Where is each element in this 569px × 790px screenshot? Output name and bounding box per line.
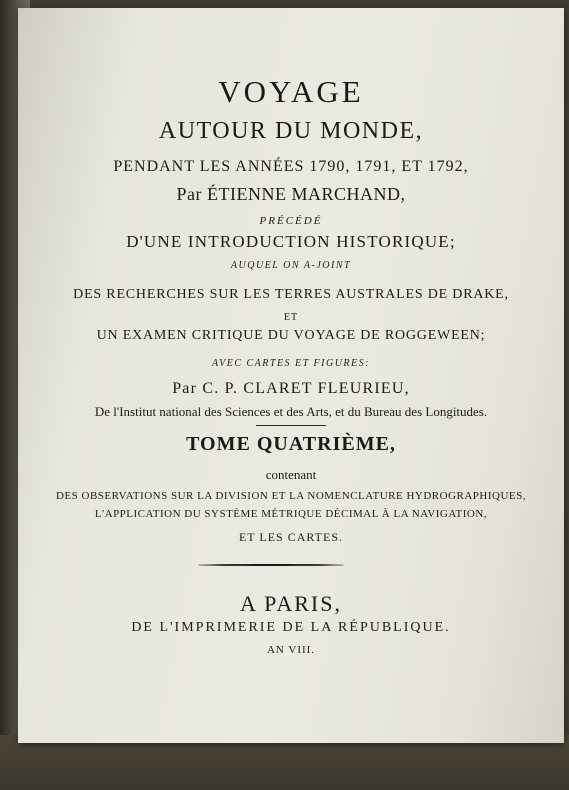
content-line-1: DES OBSERVATIONS SUR LA DIVISION ET LA NOMENCLATURE HYDROGRAPHIQUES, xyxy=(56,490,526,502)
content-line-2: L'APPLICATION DU SYSTÈME MÉTRIQUE DÉCIMAL À LA NAVIGATION, xyxy=(94,508,488,520)
divider-rule xyxy=(256,425,326,426)
ornamental-rule xyxy=(198,564,344,566)
book-subtitle: AUTOUR DU MONDE, xyxy=(158,118,424,144)
volume-title: TOME QUATRIÈME, xyxy=(186,433,396,455)
city-line: A PARIS, xyxy=(239,591,342,616)
introduction-line: D'UNE INTRODUCTION HISTORIQUE; xyxy=(126,232,456,251)
book-title: VOYAGE xyxy=(218,74,364,109)
institut-line: De l'Institut national des Sciences et des Arts, et du Bureau des Longitudes. xyxy=(94,404,488,419)
year-line: AN VIII. xyxy=(266,644,316,656)
added-line: AUQUEL ON A-JOINT xyxy=(230,260,352,271)
background-bottom xyxy=(0,735,569,790)
author-line: Par ÉTIENNE MARCHAND, xyxy=(176,184,406,204)
years-line: PENDANT LES ANNÉES 1790, 1791, ET 1792, xyxy=(113,158,469,175)
book-page xyxy=(18,8,564,743)
maps-line: AVEC CARTES ET FIGURES: xyxy=(212,358,370,369)
editor-line: Par C. P. CLARET FLEURIEU, xyxy=(172,380,410,397)
and-line: ET xyxy=(283,312,299,323)
preceded-line: PRÉCÉDÉ xyxy=(259,215,323,227)
examen-line: UN EXAMEN CRITIQUE DU VOYAGE DE ROGGEWEEN; xyxy=(96,328,486,343)
content-line-3: ET LES CARTES. xyxy=(238,530,344,544)
recherches-line: DES RECHERCHES SUR LES TERRES AUSTRALES DE DRAKE, xyxy=(73,287,509,302)
contenant-line: contenant xyxy=(265,467,317,482)
printer-line: DE L'IMPRIMERIE DE LA RÉPUBLIQUE. xyxy=(131,620,451,635)
